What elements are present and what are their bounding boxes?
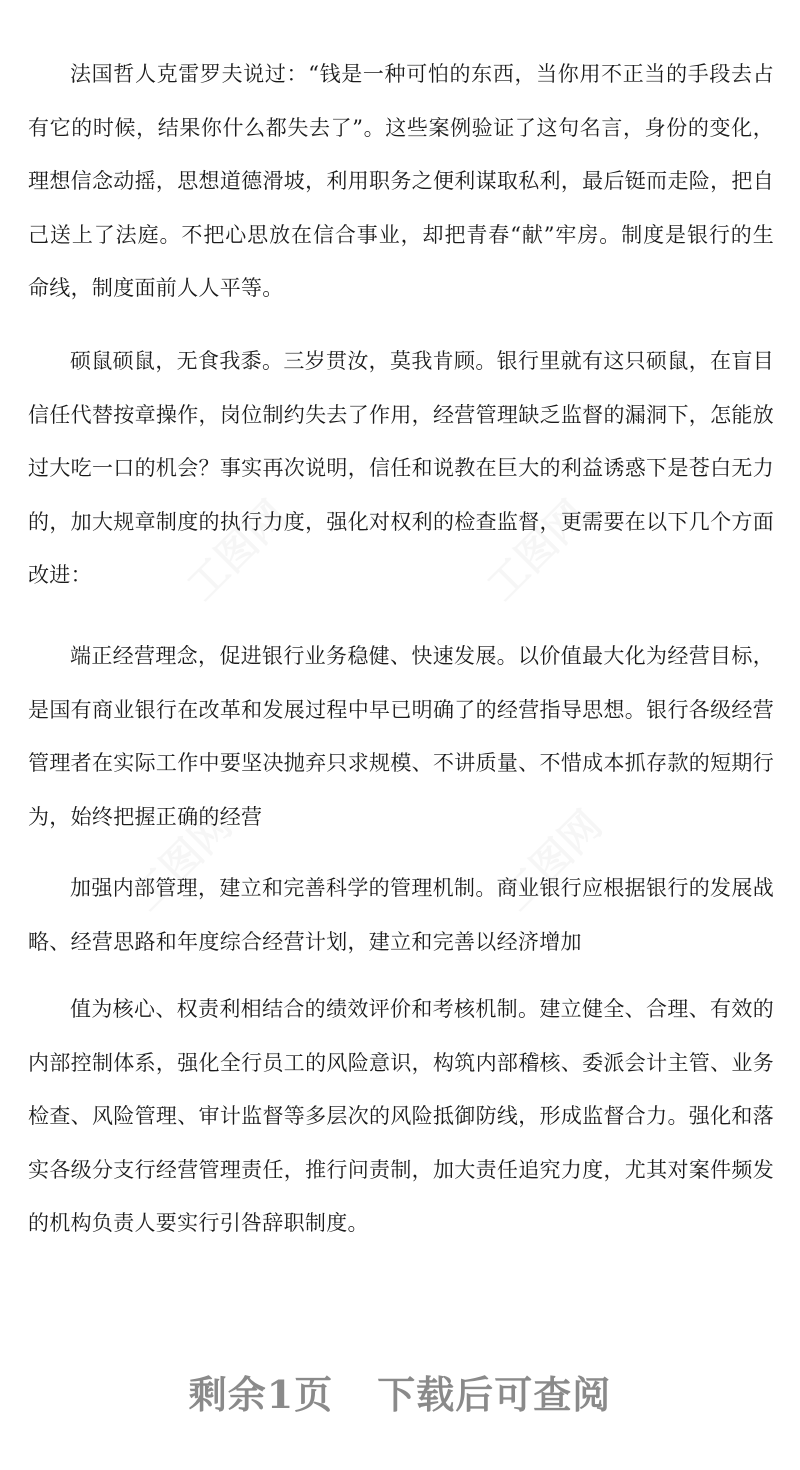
paragraph-4: 加强内部管理，建立和完善科学的管理机制。商业银行应根据银行的发展战略、经营思路和年度综合经营计划，建立和完善以经济增加 bbox=[28, 876, 774, 954]
download-to-view-label[interactable]: 下载后可查阅 bbox=[377, 1372, 612, 1417]
paragraph-1: 法国哲人克雷罗夫说过：“钱是一种可怕的东西，当你用不正当的手段去占有它的时候，结果你什么都失去了”。这些案例验证了这句名言，身份的变化，理想信念动摇，思想道德滑坡，利用职务之便利谋取私利，最后铤而走险，把自己送上了法庭。不把心思放在信合事业，却把青春“献”牢房。制度是银行的生命线，制度面前人人平等。 bbox=[28, 62, 774, 300]
paragraph-3: 端正经营理念，促进银行业务稳健、快速发展。以价值最大化为经营目标，是国有商业银行在改革和发展过程中早已明确了的经营指导思想。银行各级经营管理者在实际工作中要坚决抛弃只求规模、不讲质量、不惜成本抓存款的短期行为，始终把握正确的经营 bbox=[28, 644, 774, 829]
paragraph-5: 值为核心、权责利相结合的绩效评价和考核机制。建立健全、合理、有效的内部控制体系，强化全行员工的风险意识，构筑内部稽核、委派会计主管、业务检查、风险管理、审计监督等多层次的风险抵御防线，形成监督合力。强化和落实各级分支行经营管理责任，推行问责制，加大责任追究力度，尤其对案件频发的机构负责人要实行引咎辞职制度。 bbox=[28, 997, 774, 1235]
remaining-pages-label: 剩余1页 bbox=[188, 1372, 334, 1417]
download-banner[interactable] bbox=[0, 1365, 800, 1425]
paragraph-2: 硕鼠硕鼠，无食我黍。三岁贯汝，莫我肯顾。银行里就有这只硕鼠，在盲目信任代替按章操作，岗位制约失去了作用，经营管理缺乏监督的漏洞下，怎能放过大吃一口的机会？事实再次说明，信任和说教在巨大的利益诱惑下是苍白无力的，加大规章制度的执行力度，强化对权利的检查监督，更需要在以下几个方面改进： bbox=[28, 349, 774, 587]
